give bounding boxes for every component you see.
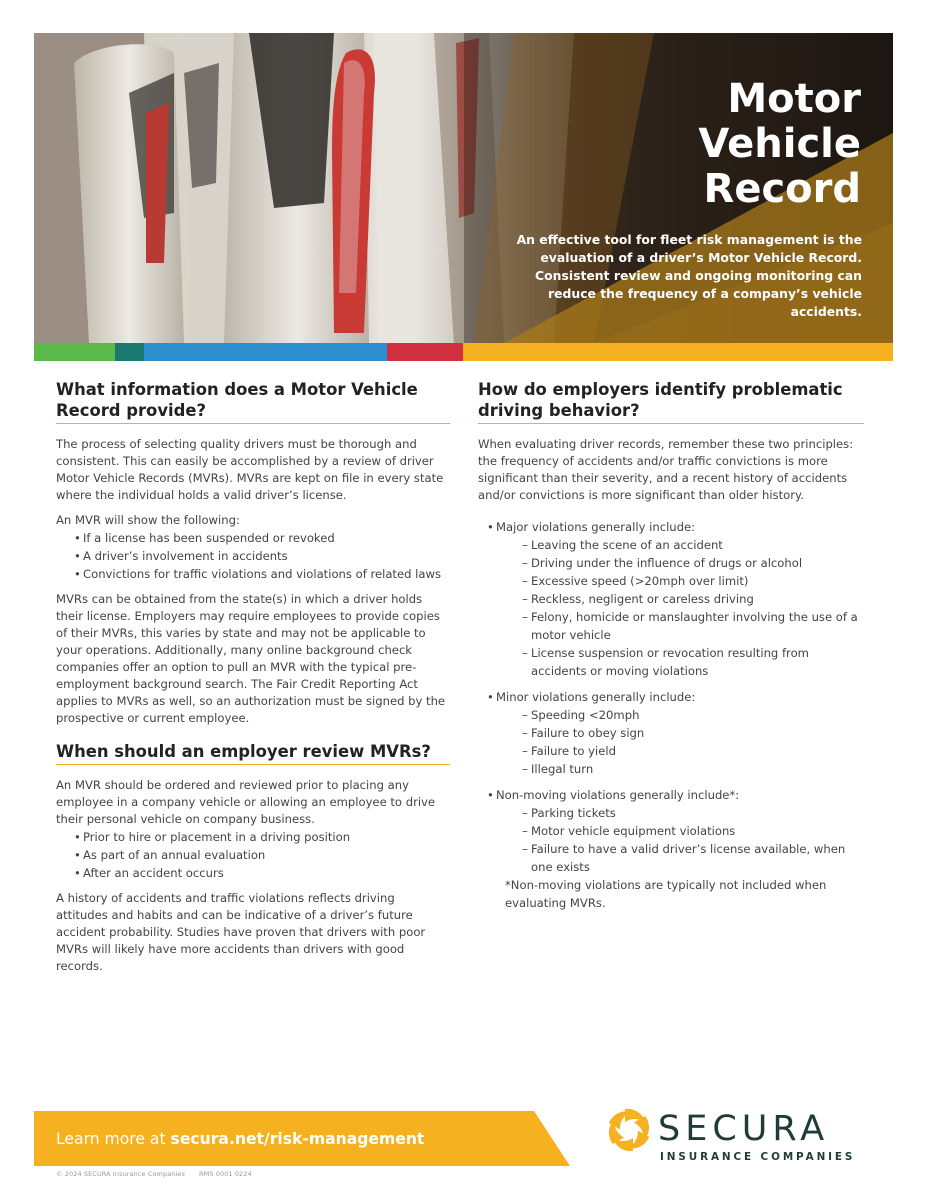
list-item: – Reckless, negligent or careless driving (478, 590, 864, 608)
list-item: • As part of an annual evaluation (56, 846, 450, 864)
list-item: – Failure to obey sign (478, 724, 864, 742)
group-title-major (478, 518, 864, 536)
stripe-red (387, 343, 463, 361)
paragraph: The process of selecting quality drivers must be thorough and consistent. This can easily be accomplished by a review of driver Motor Vehicle Records (MVRs). MVRs are kept on file in every state where the individual holds a valid driver’s license. (56, 437, 444, 502)
list-item: • Convictions for traffic violations and violations of related laws (56, 565, 450, 583)
list-item: – Leaving the scene of an accident (478, 536, 864, 554)
page-title (561, 77, 861, 212)
list-item: • If a license has been suspended or revoked (56, 529, 450, 547)
hero-intro: An effective tool for fleet risk management is the evaluation of a driver’s Motor Vehicle Record. Consistent review and ongoing monitoring can reduce the frequency of a company’s vehicle accidents. (516, 232, 862, 319)
group-title-nonmoving (478, 786, 864, 804)
dash-list-major (478, 536, 864, 680)
learn-more-link[interactable]: secura.net/risk-management (170, 1130, 425, 1148)
list-item: – Speeding <20mph (478, 706, 864, 724)
group-title-text: Non-moving violations generally include*: (496, 788, 740, 802)
dash-list-nonmoving (478, 804, 864, 876)
paragraph: A history of accidents and traffic violations reflects driving attitudes and habits and can be indicative of a driver’s future accident probability. Studies have proven that drivers with poor MVRs will likely have more accidents than drivers with good records. (56, 891, 426, 973)
group-title-text: Major violations generally include: (496, 520, 696, 534)
hero-banner (34, 33, 893, 343)
document-code: RMS 0001 0224 (199, 1170, 252, 1178)
title-line: Record (703, 166, 861, 212)
title-line: Vehicle (698, 121, 861, 167)
color-stripe (34, 343, 893, 361)
group-title-text: Minor violations generally include: (496, 690, 696, 704)
list-item: – Felony, homicide or manslaughter involving the use of a motor vehicle (478, 608, 864, 644)
list-item: • A driver’s involvement in accidents (56, 547, 450, 565)
secura-logo-mark-icon (606, 1107, 652, 1153)
list-item: – Driving under the influence of drugs or alcohol (478, 554, 864, 572)
right-column (478, 379, 864, 912)
bullet-list (56, 529, 450, 583)
logo-wordmark: SECURA (658, 1109, 830, 1149)
copyright-line (56, 1170, 266, 1178)
list-item: • Prior to hire or placement in a driving position (56, 828, 450, 846)
list-item: – Failure to have a valid driver’s license available, when one exists (478, 840, 864, 876)
list-item: – Motor vehicle equipment violations (478, 822, 864, 840)
stripe-yellow (463, 343, 893, 361)
stripe-teal (115, 343, 144, 361)
paragraph: An MVR should be ordered and reviewed prior to placing any employee in a company vehicle or allowing an employee to drive their personal vehicle on company business. (56, 778, 436, 826)
bullet-list (56, 828, 450, 882)
list-item: – Excessive speed (>20mph over limit) (478, 572, 864, 590)
section-heading-info: What information does a Motor Vehicle Record provide? (56, 379, 450, 424)
title-line: Motor (727, 76, 861, 122)
list-item: • After an accident occurs (56, 864, 450, 882)
learn-more-text (56, 1129, 424, 1149)
stripe-blue (144, 343, 387, 361)
left-column (56, 379, 450, 975)
stripe-green (34, 343, 115, 361)
footnote: *Non-moving violations are typically not included when evaluating MVRs. (505, 878, 827, 910)
copyright-text: © 2024 SECURA Insurance Companies (56, 1170, 185, 1178)
paragraph: When evaluating driver records, remember these two principles: the frequency of accidents and/or traffic convictions is more significant than their severity, and a recent history of accidents and/or convictions is more significant than older history. (478, 437, 854, 502)
list-item: – License suspension or revocation resulting from accidents or moving violations (478, 644, 864, 680)
learn-more-prefix: Learn more at (56, 1130, 171, 1148)
group-title-minor (478, 688, 864, 706)
list-item: – Failure to yield (478, 742, 864, 760)
logo-subtitle: INSURANCE COMPANIES (660, 1151, 856, 1163)
list-item: – Illegal turn (478, 760, 864, 778)
secura-logo (606, 1107, 858, 1165)
dash-list-minor (478, 706, 864, 778)
paragraph: An MVR will show the following: (56, 513, 240, 527)
list-item: – Parking tickets (478, 804, 864, 822)
section-heading-when: When should an employer review MVRs? (56, 741, 450, 765)
section-heading-identify: How do employers identify problematic driving behavior? (478, 379, 864, 424)
paragraph: MVRs can be obtained from the state(s) in which a driver holds their license. Employers may require employees to provide copies of their MVRs, this varies by state and may not be applicable to your operations. Additionally, many online background check companies offer an option to pull an MVR with the typical pre-employment background search. The Fair Credit Reporting Act applies to MVRs as well, so an authorization must be signed by the prospective or current employee. (56, 592, 446, 725)
